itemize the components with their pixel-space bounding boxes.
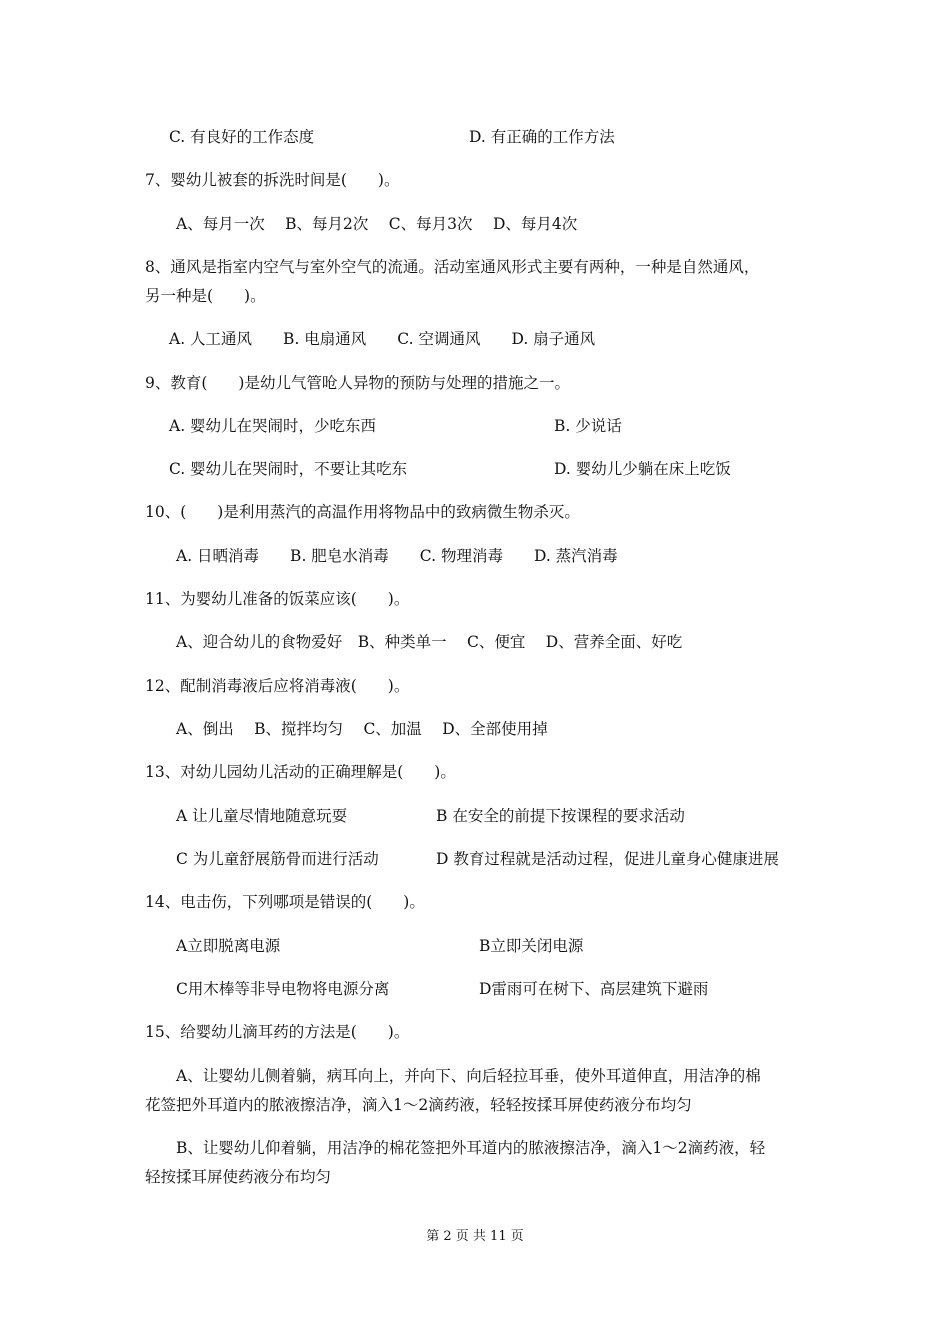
q14-option-a: A立即脱离电源 xyxy=(176,937,281,955)
q9-option-a: A. 婴幼儿在哭闹时，少吃东西 xyxy=(169,417,377,435)
q15-option-a-line-1: A、让婴幼儿侧着躺，病耳向上，并向下、向后轻拉耳垂，使外耳道伸直，用洁净的棉 xyxy=(176,1067,761,1085)
q15-option-a-line-2: 花签把外耳道内的脓液擦洁净，滴入1～2滴药液，轻轻按揉耳屏使药液分布均匀 xyxy=(145,1096,692,1114)
question-12: 12、配制消毒液后应将消毒液( )。 xyxy=(145,677,410,695)
q13-option-a: A 让儿童尽情地随意玩耍 xyxy=(176,807,348,825)
page-number-footer: 第 2 页 共 11 页 xyxy=(426,1229,524,1244)
q13-option-c: C 为儿童舒展筋骨而进行活动 xyxy=(176,850,379,868)
question-11: 11、为婴幼儿准备的饭菜应该( )。 xyxy=(145,590,410,608)
question-8-line-2: 另一种是( )。 xyxy=(145,287,266,305)
q15-option-b-line-2: 轻按揉耳屏使药液分布均匀 xyxy=(145,1168,332,1186)
question-9: 9、教育( )是幼儿气管呛人异物的预防与处理的措施之一。 xyxy=(145,374,570,392)
q6-option-d: D. 有正确的工作方法 xyxy=(469,128,615,146)
question-7-options: A、每月一次 B、每月2次 C、每月3次 D、每月4次 xyxy=(176,215,578,233)
q9-option-d: D. 婴幼儿少躺在床上吃饭 xyxy=(554,460,731,478)
question-8-line-1: 8、通风是指室内空气与室外空气的流通。活动室通风形式主要有两种，一种是自然通风， xyxy=(145,258,760,276)
q6-option-c: C. 有良好的工作态度 xyxy=(169,128,315,146)
q14-option-d: D雷雨可在树下、高层建筑下避雨 xyxy=(479,980,709,998)
q9-option-b: B. 少说话 xyxy=(554,417,622,435)
question-10: 10、( )是利用蒸汽的高温作用将物品中的致病微生物杀灭。 xyxy=(145,503,580,521)
question-13: 13、对幼儿园幼儿活动的正确理解是( )。 xyxy=(145,763,456,781)
q9-option-c: C. 婴幼儿在哭闹时，不要让其吃东 xyxy=(169,460,408,478)
question-12-options: A、倒出 B、搅拌均匀 C、加温 D、全部使用掉 xyxy=(176,720,548,738)
question-10-options: A. 日晒消毒 B. 肥皂水消毒 C. 物理消毒 D. 蒸汽消毒 xyxy=(176,547,618,565)
question-11-options: A、迎合幼儿的食物爱好 B、种类单一 C、便宜 D、营养全面、好吃 xyxy=(176,633,683,651)
question-7: 7、婴幼儿被套的拆洗时间是( )。 xyxy=(145,171,400,189)
q13-option-b: B 在安全的前提下按课程的要求活动 xyxy=(436,807,685,825)
q14-option-b: B立即关闭电源 xyxy=(479,937,584,955)
question-8-options: A. 人工通风 B. 电扇通风 C. 空调通风 D. 扇子通风 xyxy=(169,330,596,348)
question-14: 14、电击伤，下列哪项是错误的( )。 xyxy=(145,893,425,911)
q13-option-d: D 教育过程就是活动过程，促进儿童身心健康进展 xyxy=(436,850,779,868)
question-15: 15、给婴幼儿滴耳药的方法是( )。 xyxy=(145,1023,410,1041)
q15-option-b-line-1: B、让婴幼儿仰着躺，用洁净的棉花签把外耳道内的脓液擦洁净，滴入1～2滴药液，轻 xyxy=(176,1139,766,1157)
q14-option-c: C用木棒等非导电物将电源分离 xyxy=(176,980,390,998)
